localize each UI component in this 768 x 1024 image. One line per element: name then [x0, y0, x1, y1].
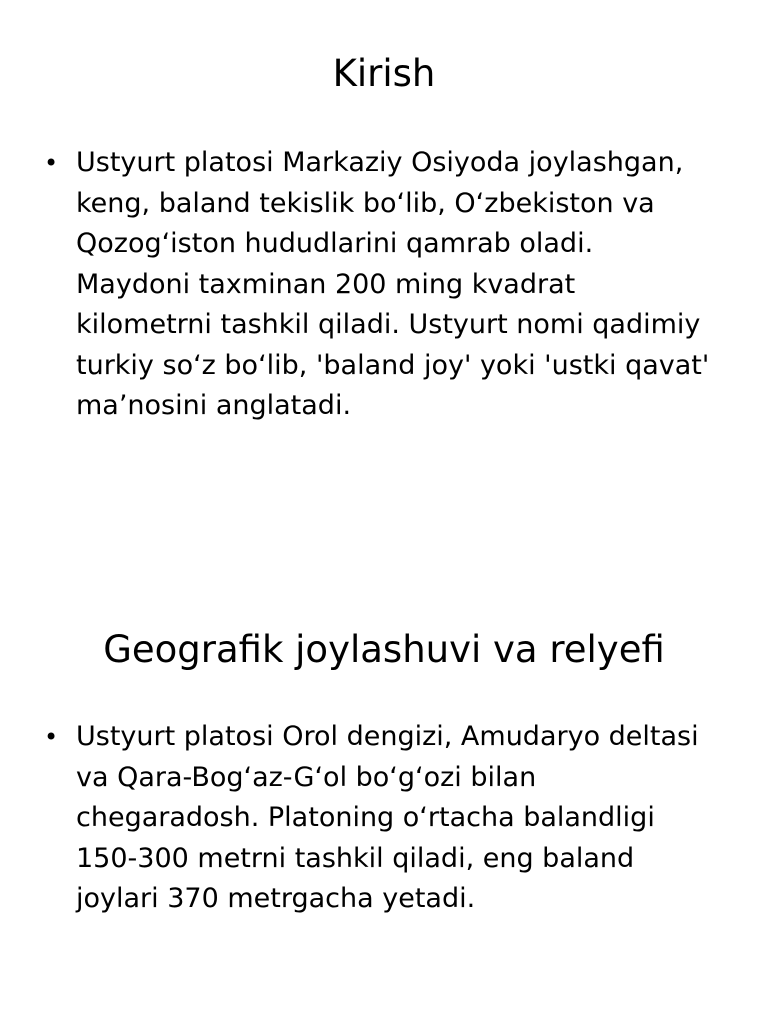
bullet-marker: •: [44, 723, 59, 751]
slide-geografik-joylashuvi: [0, 572, 768, 1024]
bullet-marker: •: [44, 149, 59, 177]
bullet-item: [0, 717, 768, 920]
bullet-list: [0, 143, 768, 427]
bullet-item: [0, 143, 768, 427]
slide-title: Kirish: [332, 52, 436, 95]
bullet-list: [0, 717, 768, 920]
bullet-text: Ustyurt platosi Markaziy Osiyoda joylashgan, keng, baland tekislik bo‘lib, O‘zbekiston va Qozog‘iston hududlarini qamrab oladi. Maydoni taxminan 200 ming kvadrat kilometrni tashkil qiladi. Ustyurt nomi qadimiy turkiy so‘z bo‘lib, 'baland joy' yoki 'ustki qavat' ma’nosini anglatadi.: [76, 147, 710, 421]
slide-title: Geografik joylashuvi va relyefi: [103, 628, 665, 671]
bullet-text: Ustyurt platosi Orol dengizi, Amudaryo deltasi va Qara-Bog‘az-G‘ol bo‘g‘ozi bilan chegaradosh. Platoning o‘rtacha balandligi 150-300 metrni tashkil qiladi, eng baland joylari 370 metrgacha yetadi.: [76, 721, 699, 914]
